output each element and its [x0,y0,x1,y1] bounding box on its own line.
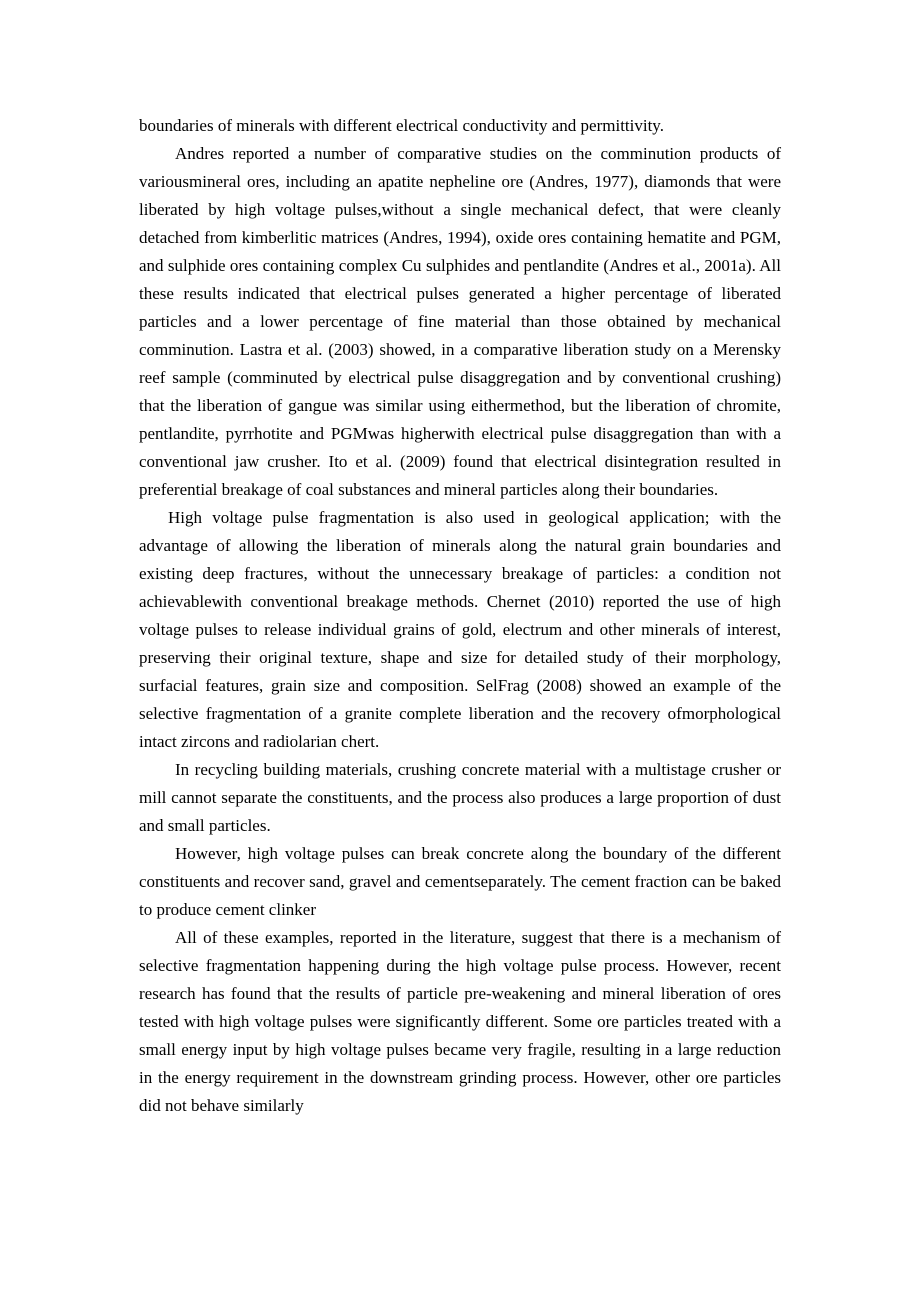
paragraph-andres-studies: Andres reported a number of comparative studies on the comminution products of variousmineral ores, including an apatite nepheline ore (Andres, 1977), diamonds that were liberated by high voltage pulses,without a single mechanical defect, that were cleanly detached from kimberlitic matrices (Andres, 1994), oxide ores containing hematite and PGM, and sulphide ores containing complex Cu sulphides and pentlandite (Andres et al., 2001a). All these results indicated that electrical pulses generated a higher percentage of liberated particles and a lower percentage of fine material than those obtained by mechanical comminution. Lastra et al. (2003) showed, in a comparative liberation study on a Merensky reef sample (comminuted by electrical pulse disaggregation and by conventional crushing) that the liberation of gangue was similar using eithermethod, but the liberation of chromite, pentlandite, pyrrhotite and PGMwas higherwith electrical pulse disaggregation than with a conventional jaw crusher. Ito et al. (2009) found that electrical disintegration resulted in preferential breakage of coal substances and mineral particles along their boundaries. [139,144,781,499]
paragraph-continuation: boundaries of minerals with different electrical conductivity and permittivity. [139,116,664,135]
document-page [139,112,781,1120]
paragraph-recycling: In recycling building materials, crushing concrete material with a multistage crusher or mill cannot separate the constituents, and the process also produces a large proportion of dust and small particles. [139,760,781,835]
paragraph-concrete-breakage: However, high voltage pulses can break concrete along the boundary of the different constituents and recover sand, gravel and cementseparately. The cement fraction can be baked to produce cement clinker [139,844,781,919]
paragraph-geological-application: High voltage pulse fragmentation is also used in geological application; with the advantage of allowing the liberation of minerals along the natural grain boundaries and existing deep fractures, without the unnecessary breakage of particles: a condition not achievablewith conventional breakage methods. Chernet (2010) reported the use of high voltage pulses to release individual grains of gold, electrum and other minerals of interest, preserving their original texture, shape and size for detailed study of their morphology, surfacial features, grain size and composition. SelFrag (2008) showed an example of the selective fragmentation of a granite complete liberation and the recovery ofmorphological intact zircons and radiolarian chert. [139,508,781,751]
paragraph-selective-fragmentation: All of these examples, reported in the literature, suggest that there is a mechanism of selective fragmentation happening during the high voltage pulse process. However, recent research has found that the results of particle pre-weakening and mineral liberation of ores tested with high voltage pulses were significantly different. Some ore particles treated with a small energy input by high voltage pulses became very fragile, resulting in a large reduction in the energy requirement in the downstream grinding process. However, other ore particles did not behave similarly [139,928,781,1115]
